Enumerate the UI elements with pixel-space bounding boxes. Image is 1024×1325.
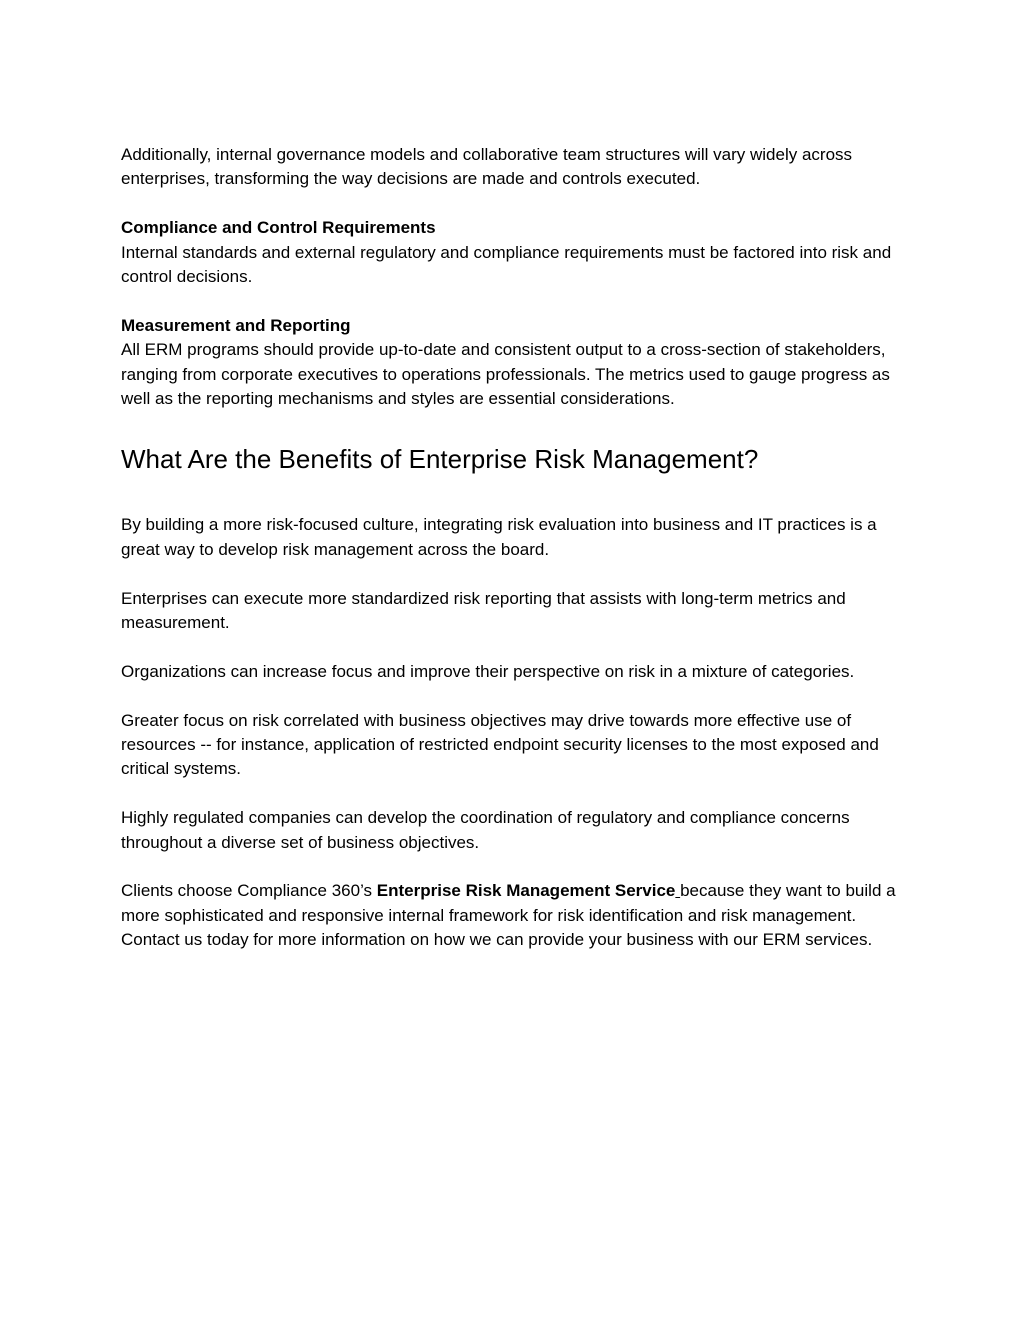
erm-service-link[interactable]: Enterprise Risk Management Service: [376, 881, 676, 901]
benefit-paragraph: Organizations can increase focus and improve their perspective on risk in a mixture of categories.: [121, 661, 855, 681]
section-measurement: [121, 314, 911, 412]
section-body: All ERM programs should provide up-to-date and consistent output to a cross-section of stakeholders, ranging from corporate executives to operations professionals. The metrics used to gauge progress as well as the reporting mechanisms and styles are essential considerations.: [121, 340, 890, 409]
section-title: Compliance and Control Requirements: [121, 218, 436, 238]
benefit-paragraph: By building a more risk-focused culture, integrating risk evaluation into business and IT practices is a great way to develop risk management across the board.: [121, 515, 877, 559]
closing-paragraph: [121, 879, 911, 952]
intro-paragraph: Additionally, internal governance models and collaborative team structures will vary widely across enterprises, transforming the way decisions are made and controls executed.: [121, 145, 853, 189]
section-title: Measurement and Reporting: [121, 315, 351, 335]
section-body: Internal standards and external regulatory and compliance requirements must be factored into risk and control decisions.: [121, 242, 892, 287]
benefit-paragraph: Highly regulated companies can develop the coordination of regulatory and compliance concerns throughout a diverse set of business objectives.: [121, 808, 850, 852]
document-page: [121, 143, 911, 953]
benefits-heading: What Are the Benefits of Enterprise Risk Management?: [121, 444, 759, 475]
closing-text-after: because they want to build a more sophisticated and responsive internal framework for risk identification and risk management. Contact us today for more information on how we can provide your business with our ERM services.: [121, 881, 896, 950]
section-compliance: [121, 216, 911, 289]
benefit-paragraph: Greater focus on risk correlated with business objectives may drive towards more effective use of resources -- for instance, application of restricted endpoint security licenses to the most exposed and critical systems.: [121, 710, 879, 779]
benefit-paragraph: Enterprises can execute more standardized risk reporting that assists with long-term metrics and measurement.: [121, 588, 846, 633]
closing-text-before: Clients choose Compliance 360’s: [121, 881, 377, 901]
